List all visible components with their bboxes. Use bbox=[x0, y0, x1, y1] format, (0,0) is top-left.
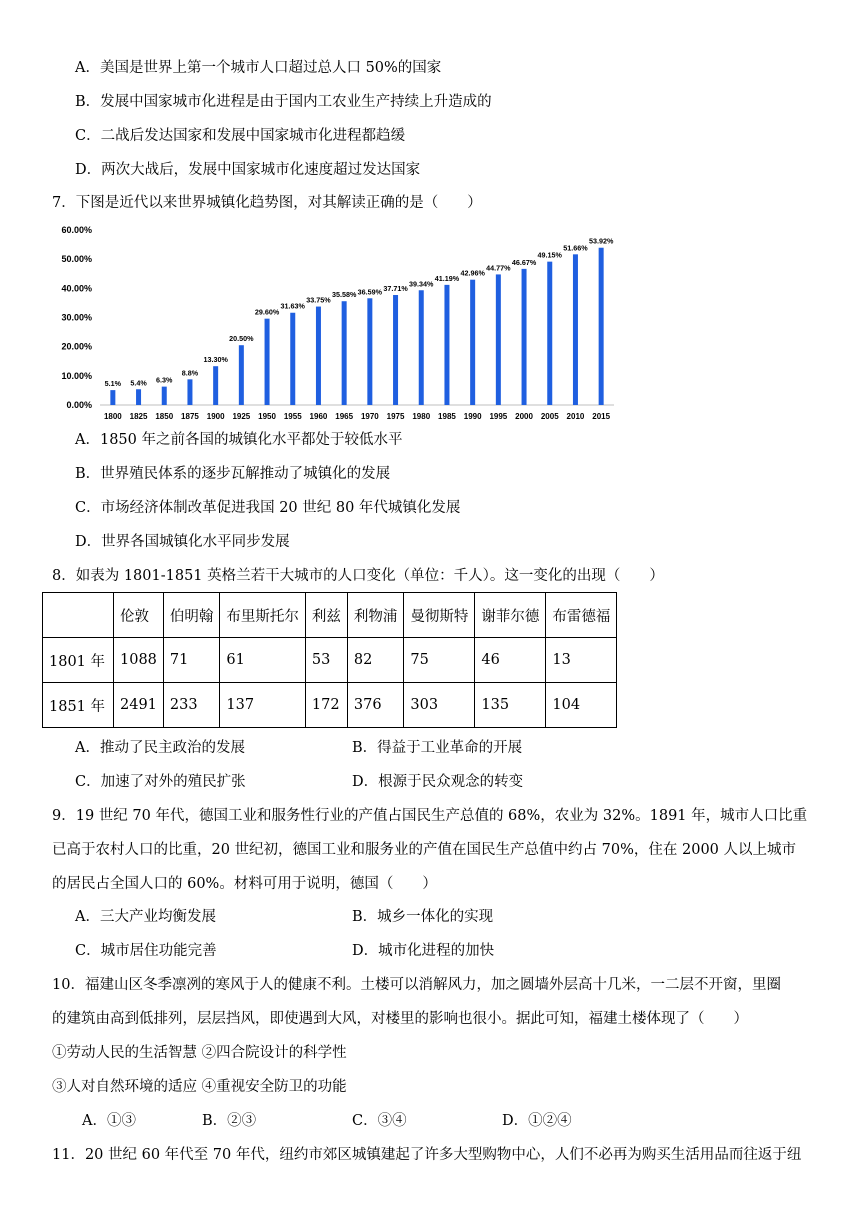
data-label: 44.77% bbox=[486, 263, 511, 273]
y-tick-label: 50.00% bbox=[61, 254, 92, 265]
q9-stem-line-1: 9．19 世纪 70 年代，德国工业和服务性行业的产值占国民生产总值的 68%，农业为 32%。1891 年，城市人口比重 bbox=[52, 808, 808, 824]
table-cell: 104 bbox=[546, 683, 617, 728]
table-cell: 46 bbox=[475, 638, 546, 683]
q9-stem-line-3: 的居民占全国人口的 60%。材料可用于说明，德国（ ） bbox=[52, 876, 437, 892]
q9-stem-line-2: 已高于农村人口的比重，20 世纪初，德国工业和服务业的产值在国民生产总值中约占 70%，住在 2000 人以上城市 bbox=[52, 842, 797, 858]
x-tick-label: 1975 bbox=[386, 412, 405, 421]
table-cell: 1088 bbox=[114, 638, 164, 683]
data-label: 42.96% bbox=[460, 268, 485, 278]
table-header-cell: 伦敦 bbox=[114, 593, 164, 638]
table-cell: 1801 年 bbox=[43, 638, 114, 683]
q10-statement-line-1: ①劳动人民的生活智慧 ②四合院设计的科学性 bbox=[52, 1045, 347, 1061]
q8-option-a: A．推动了民主政治的发展 bbox=[75, 740, 245, 756]
bar bbox=[110, 390, 115, 405]
q10-statement-line-2: ③人对自然环境的适应 ④重视安全防卫的功能 bbox=[52, 1079, 347, 1095]
table-cell: 71 bbox=[163, 638, 220, 683]
bar bbox=[599, 248, 604, 405]
q6-option-d: D．两次大战后，发展中国家城市化速度超过发达国家 bbox=[75, 162, 421, 178]
q9-option-c: C．城市居住功能完善 bbox=[75, 943, 217, 959]
q9-option-a: A．三大产业均衡发展 bbox=[75, 909, 216, 925]
bar bbox=[136, 389, 141, 405]
bar bbox=[342, 301, 347, 405]
bar bbox=[547, 262, 552, 405]
x-tick-label: 1970 bbox=[360, 412, 379, 421]
table-header-cell: 利物浦 bbox=[347, 593, 404, 638]
q6-option-b: B．发展中国家城市化进程是由于国内工农业生产持续上升造成的 bbox=[75, 94, 492, 110]
table-header-cell: 布雷德福 bbox=[546, 593, 617, 638]
y-tick-label: 0.00% bbox=[66, 400, 92, 410]
table-cell: 135 bbox=[475, 683, 546, 728]
q10-option-c: C．③④ bbox=[352, 1113, 407, 1129]
bar bbox=[162, 387, 167, 405]
x-tick-label: 1985 bbox=[438, 412, 456, 421]
q10-option-d: D．①②④ bbox=[502, 1113, 572, 1129]
data-label: 49.15% bbox=[537, 250, 562, 260]
data-label: 6.3% bbox=[156, 375, 173, 385]
x-tick-label: 2000 bbox=[515, 412, 533, 421]
bar bbox=[393, 295, 398, 405]
x-tick-label: 1900 bbox=[206, 412, 225, 421]
table-cell: 233 bbox=[163, 683, 220, 728]
x-tick-label: 2010 bbox=[566, 412, 585, 421]
table-cell: 53 bbox=[305, 638, 347, 683]
data-label: 29.60% bbox=[254, 307, 280, 317]
data-label: 33.75% bbox=[306, 295, 331, 305]
table-cell: 13 bbox=[546, 638, 617, 683]
table-header-cell: 曼彻斯特 bbox=[404, 593, 475, 638]
table-cell: 303 bbox=[404, 683, 475, 728]
data-label: 46.67% bbox=[511, 257, 537, 267]
bar bbox=[290, 313, 295, 405]
q6-option-c: C．二战后发达国家和发展中国家城市化进程都趋缓 bbox=[75, 128, 406, 144]
table-cell: 137 bbox=[220, 683, 306, 728]
urbanization-bar-chart bbox=[52, 220, 622, 425]
x-tick-label: 1950 bbox=[258, 412, 276, 421]
table-cell: 82 bbox=[347, 638, 404, 683]
q9-option-b: B．城乡一体化的实现 bbox=[352, 909, 494, 925]
data-label: 5.1% bbox=[104, 379, 122, 389]
table-header-cell: 利兹 bbox=[305, 593, 347, 638]
data-label: 31.63% bbox=[280, 301, 305, 311]
bar bbox=[496, 274, 501, 405]
q7-option-d: D．世界各国城镇化水平同步发展 bbox=[75, 534, 290, 550]
q8-option-b: B．得益于工业革命的开展 bbox=[352, 740, 523, 756]
q10-stem-line-1: 10．福建山区冬季凛冽的寒风于人的健康不利。土楼可以消解风力，加之圆墙外层高十几米，一二层不开窗，里圈 bbox=[52, 977, 781, 993]
q11-stem-line-1: 11．20 世纪 60 年代至 70 年代，纽约市郊区城镇建起了许多大型购物中心，人们不必再为购买生活用品而往返于纽 bbox=[52, 1147, 802, 1163]
x-tick-label: 1960 bbox=[309, 412, 328, 421]
data-label: 36.59% bbox=[357, 287, 383, 297]
y-tick-label: 10.00% bbox=[61, 370, 92, 381]
data-label: 8.8% bbox=[181, 368, 199, 378]
data-label: 5.4% bbox=[130, 378, 147, 388]
q8-option-d: D．根源于民众观念的转变 bbox=[352, 774, 524, 790]
data-label: 37.71% bbox=[383, 284, 408, 294]
bar bbox=[419, 290, 424, 405]
y-tick-label: 60.00% bbox=[61, 225, 92, 235]
q9-option-d: D．城市化进程的加快 bbox=[352, 943, 495, 959]
table-cell: 376 bbox=[347, 683, 404, 728]
q7-option-a: A．1850 年之前各国的城镇化水平都处于较低水平 bbox=[75, 432, 403, 448]
table-header-row bbox=[43, 593, 617, 638]
table-header-cell: 布里斯托尔 bbox=[220, 593, 306, 638]
bar bbox=[367, 298, 372, 405]
table-header-cell: 谢菲尔德 bbox=[475, 593, 546, 638]
x-tick-label: 1850 bbox=[155, 412, 174, 421]
table-cell: 2491 bbox=[114, 683, 164, 728]
x-tick-label: 1990 bbox=[463, 412, 482, 421]
x-tick-label: 1875 bbox=[181, 412, 199, 421]
data-label: 20.50% bbox=[229, 334, 254, 344]
y-tick-label: 40.00% bbox=[61, 283, 92, 294]
q10-option-b: B．②③ bbox=[202, 1113, 257, 1129]
table-header-cell bbox=[43, 593, 114, 638]
data-label: 39.34% bbox=[409, 279, 434, 289]
bar bbox=[573, 254, 578, 405]
x-tick-label: 1925 bbox=[232, 412, 251, 421]
table-row bbox=[43, 638, 617, 683]
q8-option-c: C．加速了对外的殖民扩张 bbox=[75, 774, 246, 790]
x-tick-label: 1825 bbox=[129, 412, 148, 421]
bar bbox=[444, 285, 449, 405]
x-tick-label: 2015 bbox=[592, 412, 611, 421]
table-cell: 1851 年 bbox=[43, 683, 114, 728]
bar bbox=[239, 345, 244, 405]
y-tick-label: 20.00% bbox=[61, 341, 92, 352]
data-label: 51.66% bbox=[563, 243, 588, 253]
q7-option-b: B．世界殖民体系的逐步瓦解推动了城镇化的发展 bbox=[75, 466, 391, 482]
table-row bbox=[43, 683, 617, 728]
data-label: 41.19% bbox=[434, 273, 460, 283]
bar bbox=[187, 379, 192, 405]
data-label: 35.58% bbox=[331, 290, 357, 300]
x-tick-label: 1800 bbox=[103, 412, 122, 421]
x-tick-label: 2005 bbox=[540, 412, 559, 421]
q6-option-a: A．美国是世界上第一个城市人口超过总人口 50%的国家 bbox=[75, 60, 442, 76]
data-label: 53.92% bbox=[588, 236, 614, 246]
table-header-cell: 伯明翰 bbox=[163, 593, 220, 638]
q10-option-a: A．①③ bbox=[82, 1113, 136, 1129]
table-cell: 172 bbox=[305, 683, 347, 728]
data-label: 13.30% bbox=[203, 355, 228, 365]
q7-option-c: C．市场经济体制改革促进我国 20 世纪 80 年代城镇化发展 bbox=[75, 500, 461, 516]
y-tick-label: 30.00% bbox=[61, 312, 92, 323]
x-tick-label: 1980 bbox=[412, 412, 431, 421]
bar bbox=[316, 307, 321, 405]
table-cell: 75 bbox=[404, 638, 475, 683]
bar bbox=[470, 280, 475, 405]
city-population-table bbox=[42, 592, 617, 728]
bar bbox=[213, 366, 218, 405]
x-tick-label: 1955 bbox=[283, 412, 302, 421]
x-tick-label: 1965 bbox=[335, 412, 354, 421]
x-tick-label: 1995 bbox=[489, 412, 508, 421]
q7-stem: 7．下图是近代以来世界城镇化趋势图，对其解读正确的是（ ） bbox=[52, 195, 482, 211]
bar bbox=[522, 269, 527, 405]
q8-stem: 8．如表为 1801-1851 英格兰若干大城市的人口变化（单位：千人）。这一变化的出现（ ） bbox=[52, 568, 664, 584]
q10-stem-line-2: 的建筑由高到低排列，层层挡风，即使遇到大风，对楼里的影响也很小。据此可知，福建土楼体现了（ ） bbox=[52, 1011, 748, 1027]
bar bbox=[265, 319, 270, 405]
table-cell: 61 bbox=[220, 638, 306, 683]
